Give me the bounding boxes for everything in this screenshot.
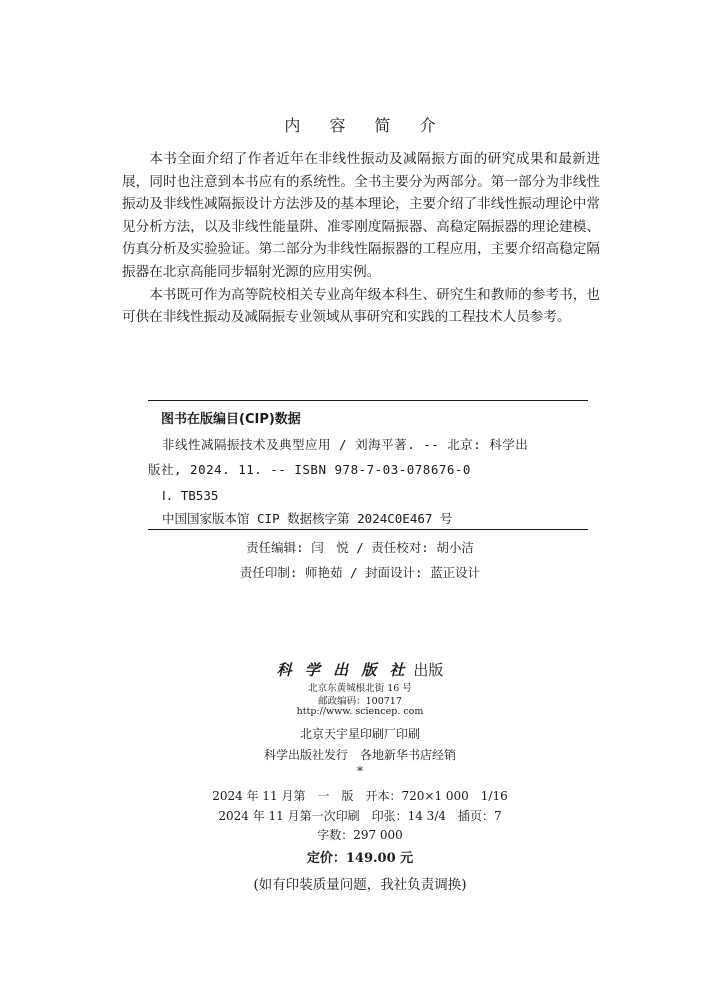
edition-info: 2024 年 11 月第 一 版 开本：720×1 000 1/16	[212, 789, 508, 803]
printer: 北京天宇星印刷厂印刷	[299, 727, 420, 741]
printing-info: 2024 年 11 月第一次印刷 印张：14 3/4 插页：7	[218, 809, 502, 823]
cip-heading: 图书在版编目(CIP)数据	[161, 412, 301, 427]
price: 定价：149.00 元	[306, 851, 414, 866]
cip-classification: Ⅰ. TB535	[162, 488, 219, 503]
responsible-editors: 责任编辑: 闫 悦 / 责任校对: 胡小洁	[246, 540, 474, 555]
quality-note: (如有印装质量问题，我社负责调换)	[253, 877, 467, 893]
publisher-website: http://www. sciencep. com	[296, 706, 424, 717]
summary-title: 内 容 简 介	[284, 116, 448, 135]
cip-line-1: 非线性减隔振技术及典型应用 / 刘海平著. -- 北京: 科学出	[162, 437, 529, 452]
summary-paragraph-1: 本书全面介绍了作者近年在非线性振动及减隔振方面的研究成果和最新进展，同时也注意到本书应有的系统性。全书主要分为两部分。第一部分为非线性振动及非线性减隔振设计方法涉及的基本理论，主要介绍了非线性振动理论中常见分析方法，以及非线性能量阱、准零刚度隔振器、高稳定隔振器的理论建模、仿真分析及实验验证。第二部分为非线性隔振器的工程应用，主要介绍高稳定隔振器在北京高能同步辐射光源的应用实例。	[122, 151, 600, 280]
summary-paragraph-2: 本书既可作为高等院校相关专业高年级本科生、研究生和教师的参考书，也可供在非线性振动及减隔振专业领域从事研究和实践的工程技术人员参考。	[122, 286, 600, 326]
publisher-line	[0, 659, 720, 680]
word-count: 字数：297 000	[317, 828, 403, 842]
cip-top-rule	[148, 400, 588, 401]
cip-record-number: 中国国家版本馆 CIP 数据核字第 2024C0E467 号	[162, 511, 453, 526]
cip-record	[148, 432, 592, 482]
publisher-suffix: 出版	[413, 661, 444, 679]
responsible-production: 责任印制: 师艳茹 / 封面设计: 蓝正设计	[239, 565, 481, 580]
publisher-postcode: 邮政编码：100717	[318, 696, 402, 707]
cip-line-2: 版社, 2024. 11. -- ISBN 978-7-03-078676-0	[148, 462, 471, 477]
separator-star: *	[357, 764, 363, 778]
publisher-address: 北京东黄城根北街 16 号	[308, 683, 412, 694]
distribution: 科学出版社发行 各地新华书店经销	[263, 748, 456, 762]
summary-text	[122, 148, 600, 329]
publisher-name: 科 学 出 版 社	[276, 661, 409, 679]
cip-bottom-rule	[148, 529, 588, 530]
